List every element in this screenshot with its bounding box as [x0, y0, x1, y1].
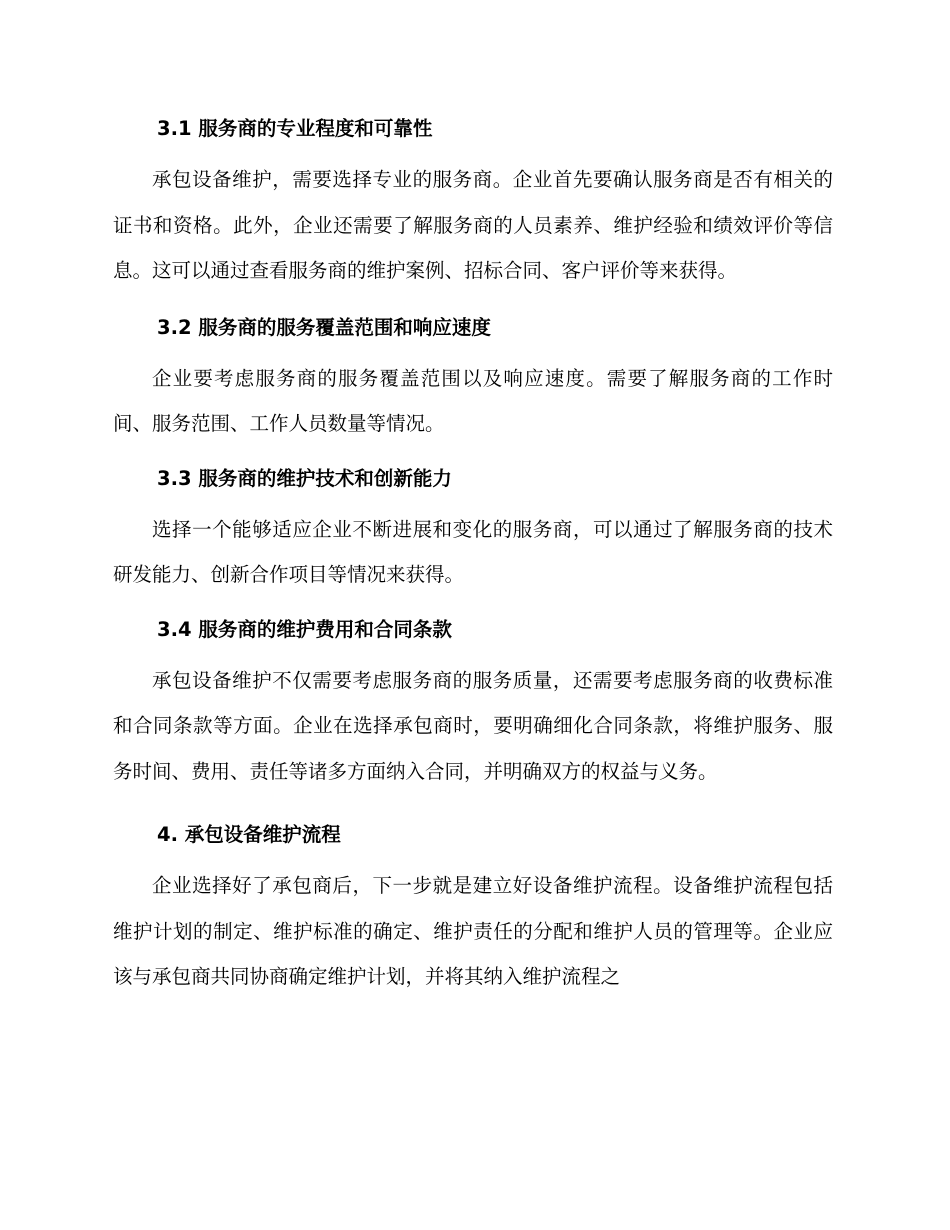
section-paragraph: 企业选择好了承包商后，下一步就是建立好设备维护流程。设备维护流程包括维护计划的制定、维护标准的确定、维护责任的分配和维护人员的管理等。企业应该与承包商共同协商确定维护计划，并将其纳入维护流程之 — [113, 874, 833, 988]
section-heading: 4. 承包设备维护流程 — [157, 823, 341, 846]
section-paragraph: 选择一个能够适应企业不断进展和变化的服务商，可以通过了解服务商的技术研发能力、创新合作项目等情况来获得。 — [113, 517, 833, 586]
section-paragraph: 承包设备维护不仅需要考虑服务商的服务质量，还需要考虑服务商的收费标准和合同条款等方面。企业在选择承包商时，要明确细化合同条款，将维护服务、服务时间、费用、责任等诸多方面纳入合同，并明确双方的权益与义务。 — [113, 668, 833, 783]
section-paragraph: 企业要考虑服务商的服务覆盖范围以及响应速度。需要了解服务商的工作时间、服务范围、工作人员数量等情况。 — [113, 366, 833, 435]
section-paragraph: 承包设备维护，需要选择专业的服务商。企业首先要确认服务商是否有相关的证书和资格。此外，企业还需要了解服务商的人员素养、维护经验和绩效评价等信息。这可以通过查看服务商的维护案例、招标合同、客户评价等来获得。 — [113, 168, 833, 282]
section-heading: 3.1 服务商的专业程度和可靠性 — [157, 117, 433, 140]
section-heading: 3.4 服务商的维护费用和合同条款 — [157, 617, 452, 641]
document-page — [113, 112, 833, 1000]
section-heading: 3.3 服务商的维护技术和创新能力 — [157, 466, 452, 490]
section-heading: 3.2 服务商的服务覆盖范围和响应速度 — [157, 315, 491, 339]
